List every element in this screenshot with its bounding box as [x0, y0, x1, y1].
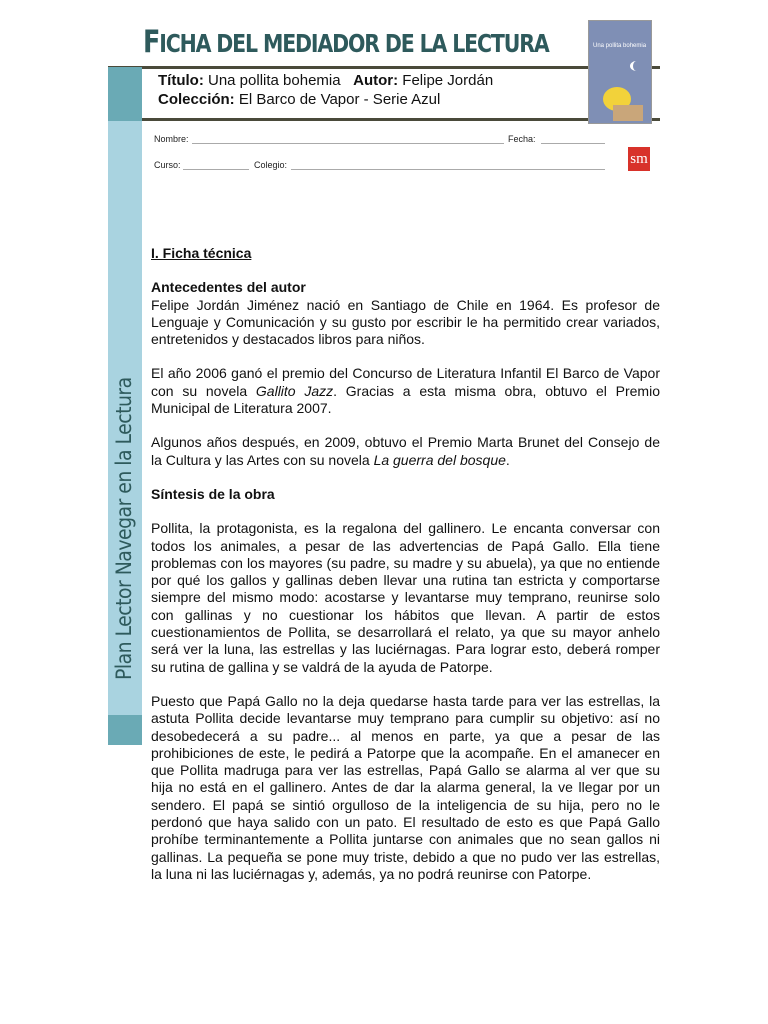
- curso-label: Curso:: [154, 160, 181, 170]
- sm-logo: sm: [628, 147, 650, 171]
- curso-field[interactable]: [183, 169, 249, 170]
- colegio-label: Colegio:: [254, 160, 288, 170]
- divider: [108, 118, 660, 121]
- nombre-label: Nombre:: [154, 134, 189, 144]
- sidebar-text: Plan Lector Navegar en la Lectura: [112, 377, 136, 680]
- paragraph: El año 2006 ganó el premio del Concurso de Literatura Infantil El Barco de Vapor con su novela Gallito Jazz. Gracias a esta misma obra, obtuvo el Premio Municipal de Literatura 2007.: [151, 365, 660, 417]
- book-title-author: Título: Una pollita bohemia Autor: Felipe Jordán: [158, 72, 494, 89]
- paragraph: Algunos años después, en 2009, obtuvo el Premio Marta Brunet del Consejo de la Cultura y las Artes con su novela La guerra del bosque.: [151, 434, 660, 468]
- paragraph: Puesto que Papá Gallo no la deja quedarse hasta tarde para ver las estrellas, la astuta Pollita decide levantarse muy temprano para cumplir su objetivo: así no desobedecerá a su padre... al menos en parte, ya que a pesar de las prohibiciones de este, le pedirá a Patorpe que la acompañe. En el amanecer en que Pollita madruga para ver las estrellas, Papá Gallo se alarma al ver que su hija no está en el gallinero. Antes de dar la alarma general, la ve llegar por un sendero. El papá se sintió orgulloso de la inteligencia de su hija, pero no le perdonó que haya salido con un pato. El resultado de esto es que Papá Gallo prohíbe terminantemente a Pollita juntarse con animales que no sean gallos ni gallinas. La pequeña se pone muy triste, debido a que no pudo ver las estrellas, la luna ni las luciérnagas y, además, ya no podrá reunirse con Patorpe.: [151, 692, 660, 882]
- book-collection: Colección: El Barco de Vapor - Serie Azul: [158, 91, 441, 108]
- book-cover-image: Una pollita bohemia: [588, 20, 652, 124]
- subheading-sintesis: Síntesis de la obra: [151, 485, 275, 502]
- fecha-label: Fecha:: [508, 134, 536, 144]
- page-title: FICHA DEL MEDIADOR DE LA LECTURA: [143, 24, 549, 60]
- colegio-field[interactable]: [291, 169, 605, 170]
- document-body: [151, 245, 660, 900]
- section-heading: I. Ficha técnica: [151, 245, 252, 261]
- fecha-field[interactable]: [541, 143, 605, 144]
- nombre-field[interactable]: [192, 143, 504, 144]
- divider: [108, 66, 660, 69]
- paragraph: Pollita, la protagonista, es la regalona del gallinero. Le encanta conversar con todos los animales, a pesar de las advertencias de Papá Gallo. Ella tiene problemas con los mayores (su padre, su madre y su abuela), ya que no entiende por qué los gallos y gallinas deben llevar una rutina tan estricta y comportarse siempre del mismo modo: acostarse y levantarse muy temprano, reunirse solo con gallinas y no cuestionar los hábitos que llevan. A partir de estos cuestionamientos de Pollita, se desarrollará el relato, ya que su mayor anhelo será ver la luna, las estrellas y las luciérnagas. Para lograr esto, deberá romper su rutina de gallina y se valdrá de la ayuda de Patorpe.: [151, 520, 660, 675]
- sidebar-band: [108, 67, 142, 121]
- sidebar-band: [108, 715, 142, 745]
- paragraph: Felipe Jordán Jiménez nació en Santiago de Chile en 1964. Es profesor de Lenguaje y Comunicación y su gusto por escribir le ha permitido crear variados, entretenidos y destacados libros para niños.: [151, 296, 660, 348]
- subheading-autor: Antecedentes del autor: [151, 279, 306, 296]
